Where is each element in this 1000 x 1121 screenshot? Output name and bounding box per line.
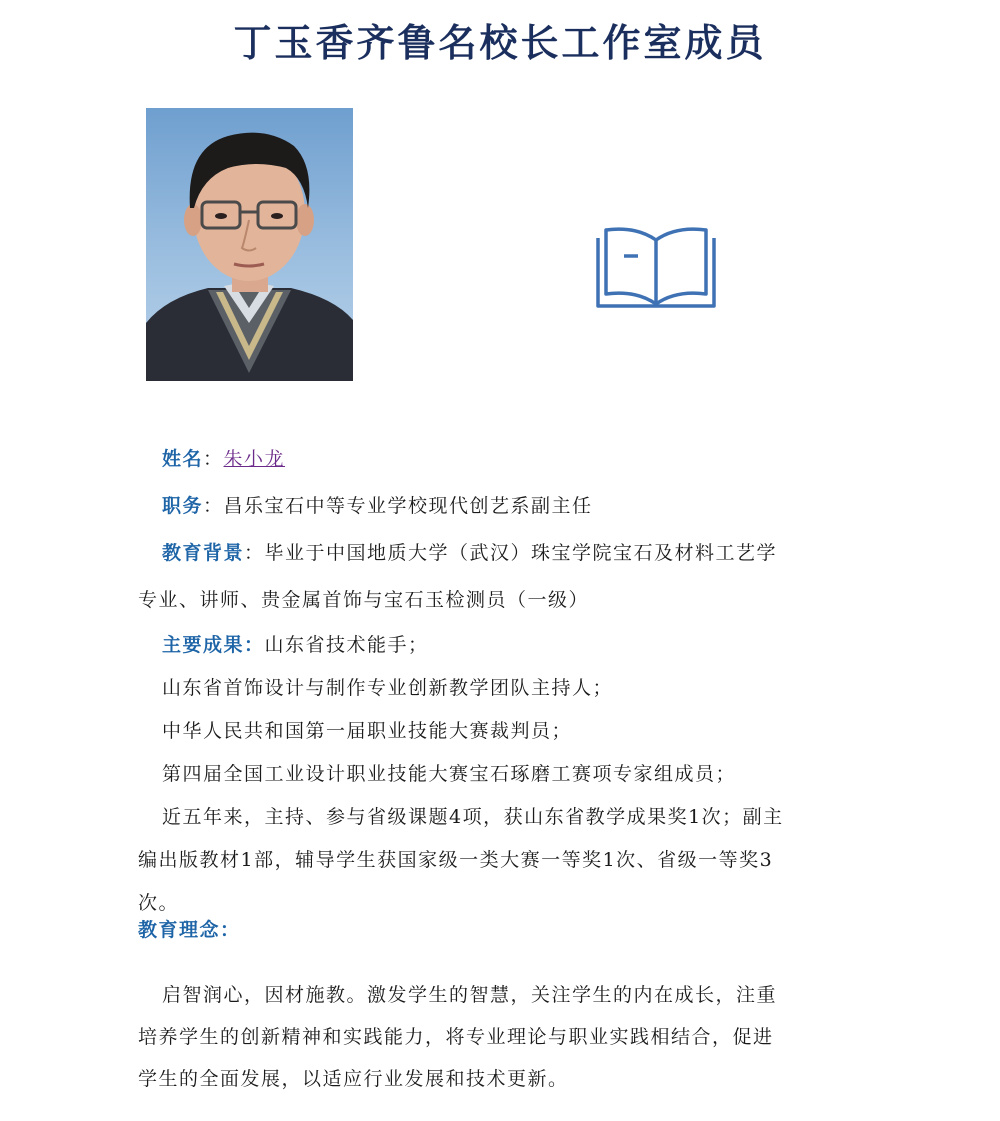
philosophy-line-1: 启智润心，因材施教。激发学生的智慧，关注学生的内在成长，注重 — [162, 984, 778, 1006]
education-row — [138, 530, 868, 577]
member-portrait — [146, 108, 353, 381]
education-separator: ： — [244, 542, 265, 564]
education-continuation: 专业、讲师、贵金属首饰与宝石玉检测员（一级） — [138, 589, 590, 611]
member-name-link[interactable]: 朱小龙 — [223, 448, 286, 470]
open-book-icon — [594, 222, 718, 310]
name-row — [138, 436, 868, 483]
achievement-item: 中华人民共和国第一届职业技能大赛裁判员； — [162, 720, 573, 742]
portrait-illustration — [146, 108, 353, 381]
achievement-item: 山东省技术能手； — [264, 634, 429, 656]
philosophy-text — [138, 974, 868, 1100]
achievement-item: 第四届全国工业设计职业技能大赛宝石琢磨工赛项专家组成员； — [162, 763, 737, 785]
achievements-label: 主要成果： — [162, 634, 265, 656]
education-line-1: 毕业于中国地质大学（武汉）珠宝学院宝石及材料工艺学 — [264, 542, 778, 564]
member-profile — [138, 436, 868, 925]
achievements-paragraph-line-1: 近五年来，主持、参与省级课题4项，获山东省教学成果奖1次；副主 — [162, 806, 784, 828]
achievement-item: 山东省首饰设计与制作专业创新教学团队主持人； — [162, 677, 614, 699]
philosophy-line-3: 学生的全面发展，以适应行业发展和技术更新。 — [138, 1068, 569, 1090]
name-separator: ： — [203, 448, 224, 470]
philosophy-line-2: 培养学生的创新精神和实践能力，将专业理论与职业实践相结合，促进 — [138, 1026, 774, 1048]
position-separator: ： — [203, 495, 224, 517]
achievements-paragraph-line-2: 编出版教材1部，辅导学生获国家级一类大赛一等奖1次、省级一等奖3 — [138, 849, 774, 871]
education-label: 教育背景 — [162, 542, 245, 564]
philosophy-label: 教育理念： — [138, 919, 241, 941]
position-label: 职务 — [162, 495, 204, 517]
position-row — [138, 483, 868, 530]
page-title: 丁玉香齐鲁名校长工作室成员 — [233, 20, 767, 65]
achievements-row — [138, 624, 868, 667]
name-label: 姓名 — [162, 448, 204, 470]
achievements-paragraph-line-3: 次。 — [138, 892, 180, 914]
position-value: 昌乐宝石中等专业学校现代创艺系副主任 — [223, 495, 593, 517]
